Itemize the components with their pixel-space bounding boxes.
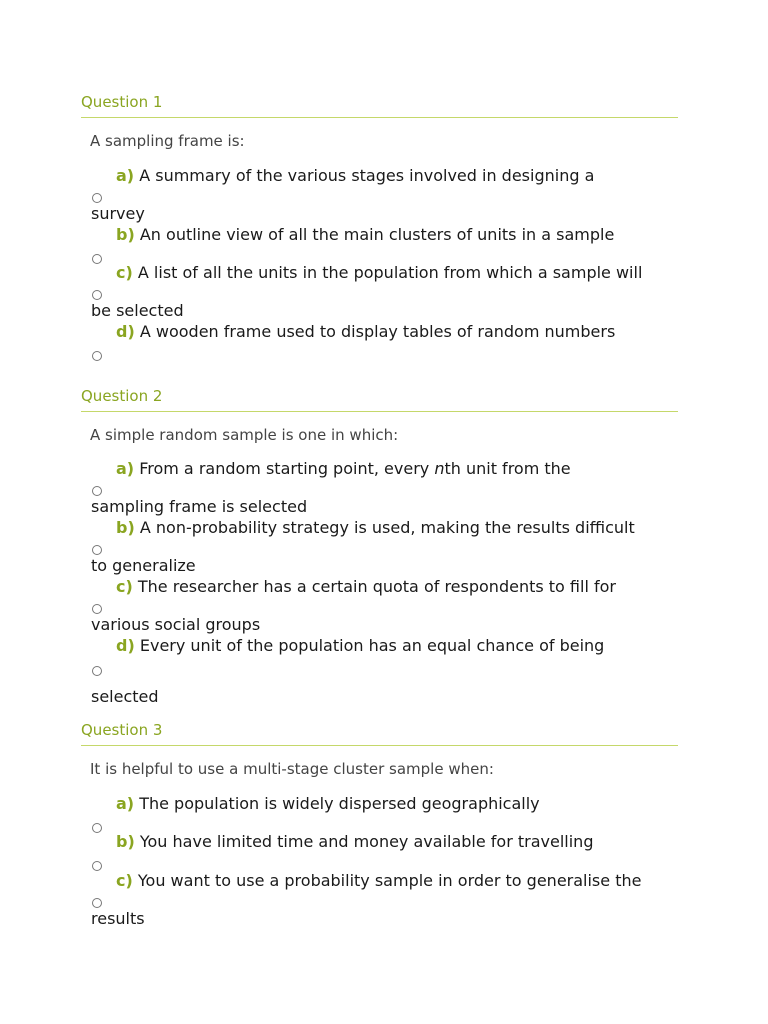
radio-button[interactable] bbox=[92, 861, 102, 871]
option-letter: b) bbox=[116, 832, 135, 851]
option-text-continued: various social groups bbox=[91, 615, 261, 634]
question-1-option-a[interactable] bbox=[91, 166, 691, 224]
option-letter: b) bbox=[116, 225, 135, 244]
option-text-continued: be selected bbox=[91, 301, 184, 320]
option-text: A wooden frame used to display tables of random numbers bbox=[139, 322, 616, 341]
question-2-title: Question 2 bbox=[81, 387, 678, 412]
question-3-option-a[interactable] bbox=[91, 794, 691, 814]
radio-button[interactable] bbox=[92, 604, 102, 614]
question-1-title: Question 1 bbox=[81, 93, 678, 118]
option-text-continued: selected bbox=[91, 687, 159, 706]
radio-button[interactable] bbox=[92, 290, 102, 300]
option-text: From a random starting point, every bbox=[139, 459, 435, 478]
option-text-continued: sampling frame is selected bbox=[91, 497, 308, 516]
question-1-option-c[interactable] bbox=[91, 263, 691, 321]
question-2-option-b[interactable] bbox=[91, 518, 691, 576]
radio-button[interactable] bbox=[92, 666, 102, 676]
option-text-continued: survey bbox=[91, 204, 145, 223]
question-1-option-b[interactable] bbox=[91, 225, 691, 245]
question-2-option-c[interactable] bbox=[91, 577, 691, 635]
option-letter: d) bbox=[116, 322, 135, 341]
option-text: You want to use a probability sample in order to generalise the bbox=[137, 871, 642, 890]
option-text: The researcher has a certain quota of respondents to fill for bbox=[137, 577, 616, 596]
option-text: A summary of the various stages involved in designing a bbox=[139, 166, 595, 185]
option-text-continued: results bbox=[91, 909, 145, 928]
option-letter: a) bbox=[116, 459, 135, 478]
option-text: A list of all the units in the population from which a sample will bbox=[137, 263, 643, 282]
option-text-tail: th unit from the bbox=[444, 459, 571, 478]
radio-button[interactable] bbox=[92, 545, 102, 555]
option-text: An outline view of all the main clusters of units in a sample bbox=[139, 225, 615, 244]
question-3-option-b[interactable] bbox=[91, 832, 691, 852]
radio-button[interactable] bbox=[92, 898, 102, 908]
option-text: The population is widely dispersed geographically bbox=[139, 794, 540, 813]
question-3-title: Question 3 bbox=[81, 721, 678, 746]
option-text: Every unit of the population has an equal chance of being bbox=[139, 636, 605, 655]
option-letter: a) bbox=[116, 166, 135, 185]
option-letter: c) bbox=[116, 871, 133, 890]
option-letter: d) bbox=[116, 636, 135, 655]
option-letter: b) bbox=[116, 518, 135, 537]
question-1-prompt: A sampling frame is: bbox=[90, 132, 245, 150]
question-2-prompt: A simple random sample is one in which: bbox=[90, 426, 399, 444]
question-1-option-d[interactable] bbox=[91, 322, 691, 342]
option-letter: a) bbox=[116, 794, 135, 813]
option-letter: c) bbox=[116, 263, 133, 282]
radio-button[interactable] bbox=[92, 351, 102, 361]
radio-button[interactable] bbox=[92, 193, 102, 203]
question-2-option-a[interactable] bbox=[91, 459, 691, 517]
question-3-option-c[interactable] bbox=[91, 871, 691, 929]
option-text-continued: to generalize bbox=[91, 556, 196, 575]
radio-button[interactable] bbox=[92, 486, 102, 496]
option-letter: c) bbox=[116, 577, 133, 596]
question-3-prompt: It is helpful to use a multi-stage cluster sample when: bbox=[90, 760, 494, 778]
option-text: You have limited time and money available for travelling bbox=[139, 832, 594, 851]
question-2-option-d[interactable] bbox=[91, 636, 691, 707]
option-text-italic: n bbox=[434, 459, 445, 478]
option-text: A non-probability strategy is used, making the results difficult bbox=[139, 518, 635, 537]
